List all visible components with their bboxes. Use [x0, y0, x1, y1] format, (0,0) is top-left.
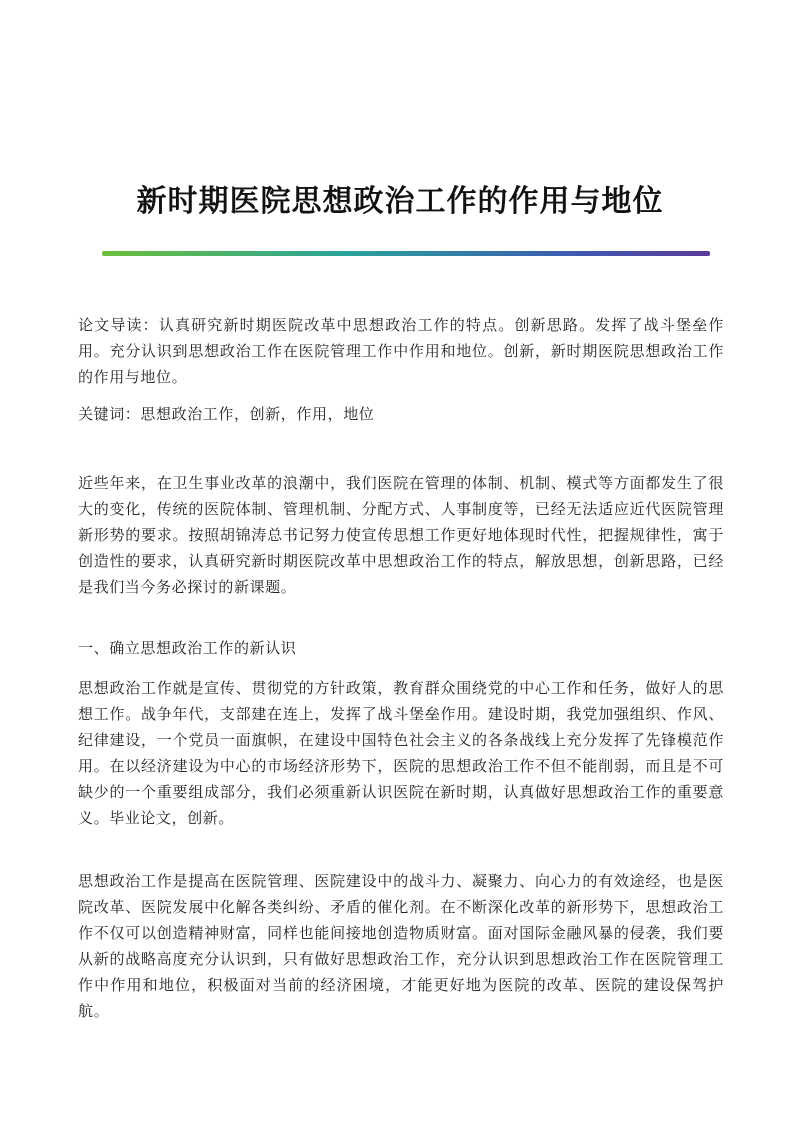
paragraph-section1-a [78, 675, 724, 831]
keywords-text: 关键词：思想政治工作，创新，作用，地位 [78, 405, 375, 423]
paragraph-text: 思想政治工作就是宣传、贯彻党的方针政策，教育群众围绕党的中心工作和任务，做好人的思想工作。战争年代，支部建在连上，发挥了战斗堡垒作用。建设时期，我党加强组织、作风、纪律建设，一个党员一面旗帜，在建设中国特色社会主义的各条战线上充分发挥了先锋模范作用。在以经济建设为中心的市场经济形势下，医院的思想政治工作不但不能削弱，而且是不可缺少的一个重要组成部分，我们必须重新认识医院在新时期，认真做好思想政治工作的重要意义。毕业论文，创新。 [78, 679, 724, 827]
abstract [78, 312, 724, 390]
section-heading [78, 635, 724, 661]
section-heading-text: 一、确立思想政治工作的新认识 [78, 639, 297, 657]
abstract-text: 论文导读：认真研究新时期医院改革中思想政治工作的特点。创新思路。发挥了战斗堡垒作用。充分认识到思想政治工作在医院管理工作中作用和地位。创新，新时期医院思想政治工作的作用与地位。 [78, 316, 724, 386]
paragraph-text: 近些年来，在卫生事业改革的浪潮中，我们医院在管理的体制、机制、模式等方面都发生了很大的变化，传统的医院体制、管理机制、分配方式、人事制度等，已经无法适应近代医院管理新形势的要求。按照胡锦涛总书记努力使宣传思想工作更好地体现时代性，把握规律性，寓于创造性的要求，认真研究新时期医院改革中思想政治工作的特点，解放思想，创新思路，已经是我们当今务必探讨的新课题。 [78, 474, 724, 596]
paragraph-text: 思想政治工作是提高在医院管理、医院建设中的战斗力、凝聚力、向心力的有效途经，也是医院改革、医院发展中化解各类纠纷、矛盾的催化剂。在不断深化改革的新形势下，思想政治工作不仅可以创造精神财富，同样也能间接地创造物质财富。面对国际金融风暴的侵袭，我们要从新的战略高度充分认识到，只有做好思想政治工作，充分认识到思想政治工作在医院管理工作中作用和地位，积极面对当前的经济困境，才能更好地为医院的改革、医院的建设保驾护航。 [78, 872, 724, 1020]
paragraph-section1-b [78, 868, 724, 1024]
paragraph-intro [78, 470, 724, 600]
document-title: 新时期医院思想政治工作的作用与地位 [136, 184, 664, 220]
keywords [78, 401, 724, 427]
title-divider [102, 251, 710, 256]
